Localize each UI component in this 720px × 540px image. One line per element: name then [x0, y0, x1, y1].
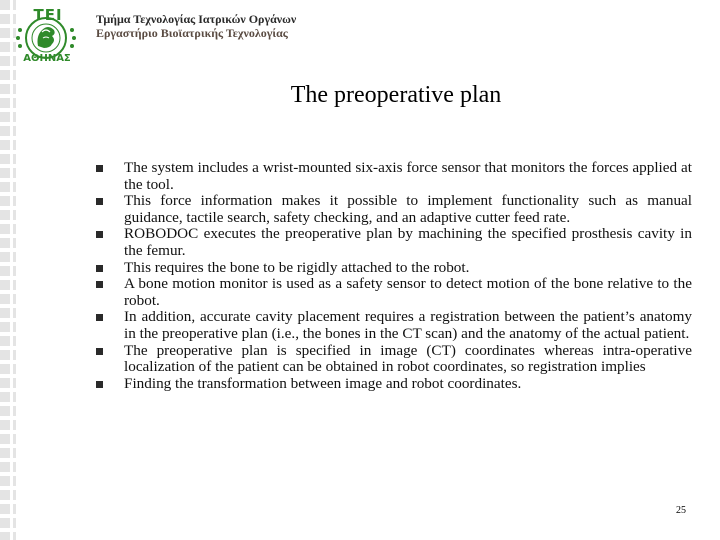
bullet-text: The system includes a wrist-mounted six-axis force sensor that monitors the forces applied at the tool. [124, 159, 692, 193]
bullet-text: In addition, accurate cavity placement requires a registration between the patient’s anatomy in the preoperative plan (i.e., the bones in the CT scan) and the anatomy of the actual patient. [124, 308, 692, 342]
institution-logo [6, 2, 82, 70]
logo-top-text: ΤΕΙ [33, 6, 63, 24]
square-bullet-icon [96, 348, 103, 355]
bullet-item [96, 376, 692, 393]
left-decorative-strip-overlay [0, 0, 13, 540]
bullet-text: This force information makes it possible to implement functionality such as manual guidance, tactile search, safety checking, and an adaptive cutter feed rate. [124, 192, 692, 226]
square-bullet-icon [96, 381, 103, 388]
slide-title: The preoperative plan [290, 82, 502, 108]
bullet-item [96, 276, 692, 309]
square-bullet-icon [96, 231, 103, 238]
square-bullet-icon [96, 314, 103, 321]
bullet-text: This requires the bone to be rigidly attached to the robot. [124, 258, 470, 276]
logo-bottom-text: ΑΘΗΝΑΣ [23, 53, 71, 64]
bullet-text: A bone motion monitor is used as a safety sensor to detect motion of the bone relative to the robot. [124, 275, 692, 309]
square-bullet-icon [96, 281, 103, 288]
bullet-item [96, 260, 692, 277]
header-laboratory: Εργαστήριο Βιοϊατρικής Τεχνολογίας [96, 26, 288, 40]
bullet-list [96, 160, 692, 392]
bullet-item [96, 160, 692, 193]
bullet-item [96, 343, 692, 376]
page-number: 25 [676, 505, 686, 516]
bullet-text: ROBODOC executes the preoperative plan by machining the specified prosthesis cavity in the femur. [124, 225, 692, 259]
square-bullet-icon [96, 165, 103, 172]
bullet-text: The preoperative plan is specified in image (CT) coordinates whereas intra-operative localization of the patient can be obtained in robot coordinates, so registration implies [124, 341, 692, 376]
bullet-item [96, 193, 692, 226]
bullet-item [96, 226, 692, 259]
bullet-item [96, 309, 692, 342]
header-department: Τμήμα Τεχνολογίας Ιατρικών Οργάνων [96, 12, 297, 26]
bullet-text: Finding the transformation between image and robot coordinates. [124, 374, 522, 392]
square-bullet-icon [96, 198, 103, 205]
square-bullet-icon [96, 265, 103, 272]
